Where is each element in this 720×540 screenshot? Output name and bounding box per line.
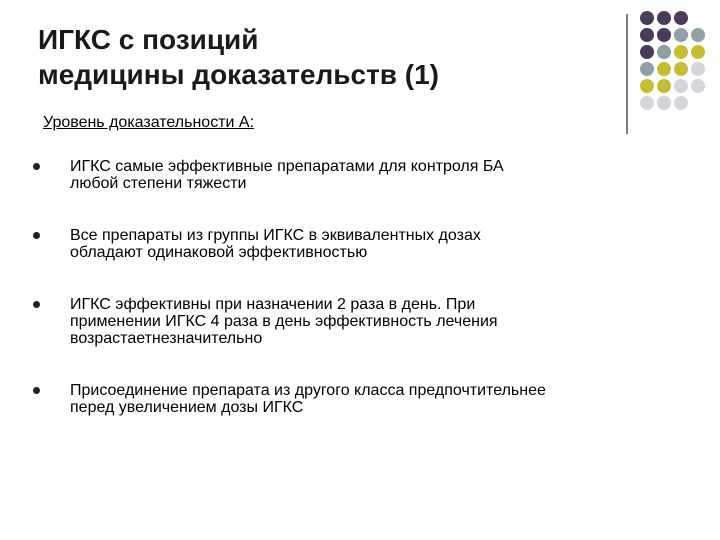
decorative-dot — [640, 79, 654, 93]
bullet-line: ИГКС эффективны при назначении 2 раза в день. При — [70, 296, 476, 313]
bullet-line: применении ИГКС 4 раза в день эффективность лечения — [70, 313, 498, 330]
bullet-item — [30, 158, 630, 192]
slide-title — [38, 22, 598, 92]
decorative-dot — [657, 45, 671, 59]
decorative-dot — [674, 11, 688, 25]
bullet-line: любой степени тяжести — [70, 175, 247, 192]
decorative-dot — [657, 79, 671, 93]
bullet-dot-icon — [33, 163, 40, 170]
slide-title-line-1: ИГКС с позиций — [38, 24, 259, 55]
bullet-item — [30, 227, 630, 261]
bullet-line: перед увеличением дозы ИГКС — [70, 399, 304, 416]
bullet-line: ИГКС самые эффективные препаратами для контроля БА — [70, 158, 504, 175]
bullet-line: возрастаетнезначительно — [70, 330, 263, 347]
bullet-item — [30, 382, 630, 416]
bullet-dot-icon — [33, 387, 40, 394]
decorative-dot — [640, 96, 654, 110]
decorative-dot-grid — [638, 10, 718, 120]
decorative-dot — [640, 45, 654, 59]
bullet-line: обладают одинаковой эффективностью — [70, 244, 368, 261]
decorative-dot — [674, 28, 688, 42]
evidence-level-heading: Уровень доказательности А: — [43, 114, 255, 131]
decorative-dot — [674, 79, 688, 93]
bullet-line: Присоединение препарата из другого класса предпочтительнее — [70, 382, 546, 399]
vertical-divider — [626, 14, 628, 134]
decorative-dot — [657, 96, 671, 110]
decorative-dot — [691, 62, 705, 76]
bullet-dot-icon — [33, 232, 40, 239]
bullet-list — [30, 158, 630, 416]
decorative-dot — [674, 45, 688, 59]
decorative-dot — [640, 11, 654, 25]
slide-title-line-2: медицины доказательств (1) — [38, 59, 440, 90]
decorative-dot — [640, 28, 654, 42]
decorative-dot — [640, 62, 654, 76]
decorative-dot — [691, 79, 705, 93]
decorative-dot — [657, 28, 671, 42]
bullet-dot-icon — [33, 301, 40, 308]
decorative-dot — [691, 45, 705, 59]
decorative-dot — [674, 62, 688, 76]
decorative-dot — [657, 11, 671, 25]
decorative-dot — [691, 28, 705, 42]
bullet-line: Все препараты из группы ИГКС в эквивалентных дозах — [70, 227, 481, 244]
decorative-dot — [674, 96, 688, 110]
bullet-item — [30, 296, 630, 347]
decorative-dot — [657, 62, 671, 76]
